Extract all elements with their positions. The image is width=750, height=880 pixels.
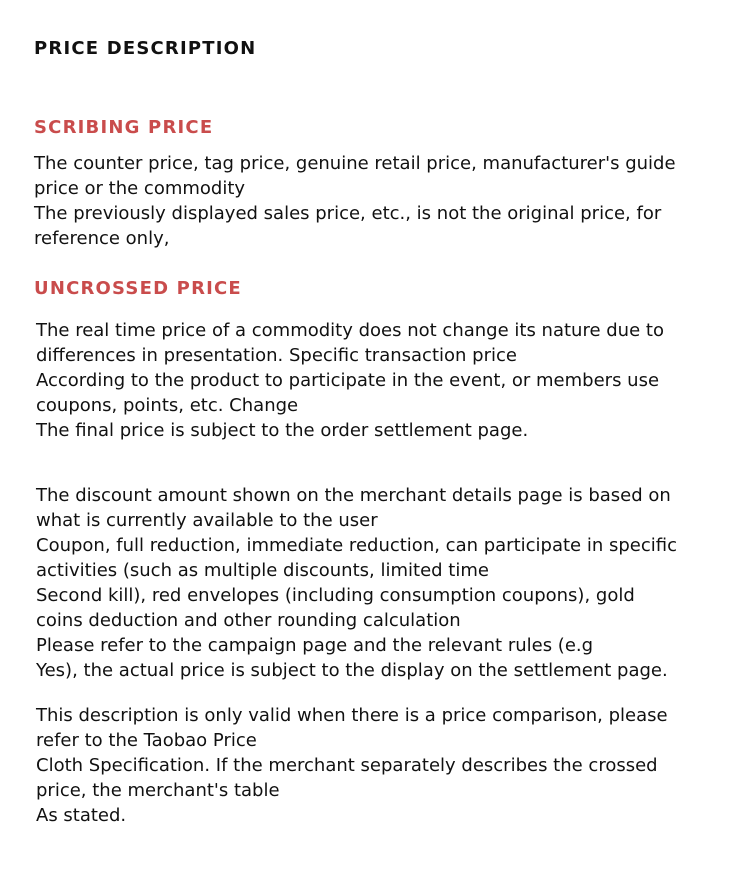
- text-line: This description is only valid when there is a price comparison, please: [36, 705, 668, 726]
- text-line: As stated.: [36, 805, 127, 826]
- text-line: According to the product to participate in the event, or members use: [36, 370, 660, 391]
- text-line: differences in presentation. Specific transaction price: [36, 345, 517, 366]
- text-line: The counter price, tag price, genuine retail price, manufacturer's guide: [34, 153, 676, 174]
- text-line: activities (such as multiple discounts, limited time: [36, 560, 489, 581]
- text-line: Coupon, full reduction, immediate reduction, can participate in specific: [36, 535, 677, 556]
- text-line: refer to the Taobao Price: [36, 730, 257, 751]
- uncrossed-price-description: [36, 318, 664, 443]
- section-heading-uncrossed-price: UNCROSSED PRICE: [34, 278, 242, 299]
- text-line: The discount amount shown on the merchant details page is based on: [36, 485, 671, 506]
- text-line: The final price is subject to the order settlement page.: [36, 420, 529, 441]
- price-comparison-note: [36, 703, 668, 828]
- text-line: Cloth Specification. If the merchant separately describes the crossed: [36, 755, 658, 776]
- text-line: The previously displayed sales price, etc., is not the original price, for: [34, 203, 662, 224]
- text-line: what is currently available to the user: [36, 510, 378, 531]
- text-line: coupons, points, etc. Change: [36, 395, 299, 416]
- text-line: price or the commodity: [34, 178, 246, 199]
- text-line: price, the merchant's table: [36, 780, 280, 801]
- text-line: The real time price of a commodity does not change its nature due to: [36, 320, 664, 341]
- scribing-price-description: [34, 151, 676, 251]
- page-title: PRICE DESCRIPTION: [34, 38, 257, 59]
- text-line: coins deduction and other rounding calculation: [36, 610, 461, 631]
- discount-description: [36, 483, 677, 683]
- text-line: Second kill), red envelopes (including consumption coupons), gold: [36, 585, 635, 606]
- section-heading-scribing-price: SCRIBING PRICE: [34, 117, 214, 138]
- text-line: Yes), the actual price is subject to the display on the settlement page.: [36, 660, 668, 681]
- text-line: reference only,: [34, 228, 170, 249]
- text-line: Please refer to the campaign page and the relevant rules (e.g: [36, 635, 594, 656]
